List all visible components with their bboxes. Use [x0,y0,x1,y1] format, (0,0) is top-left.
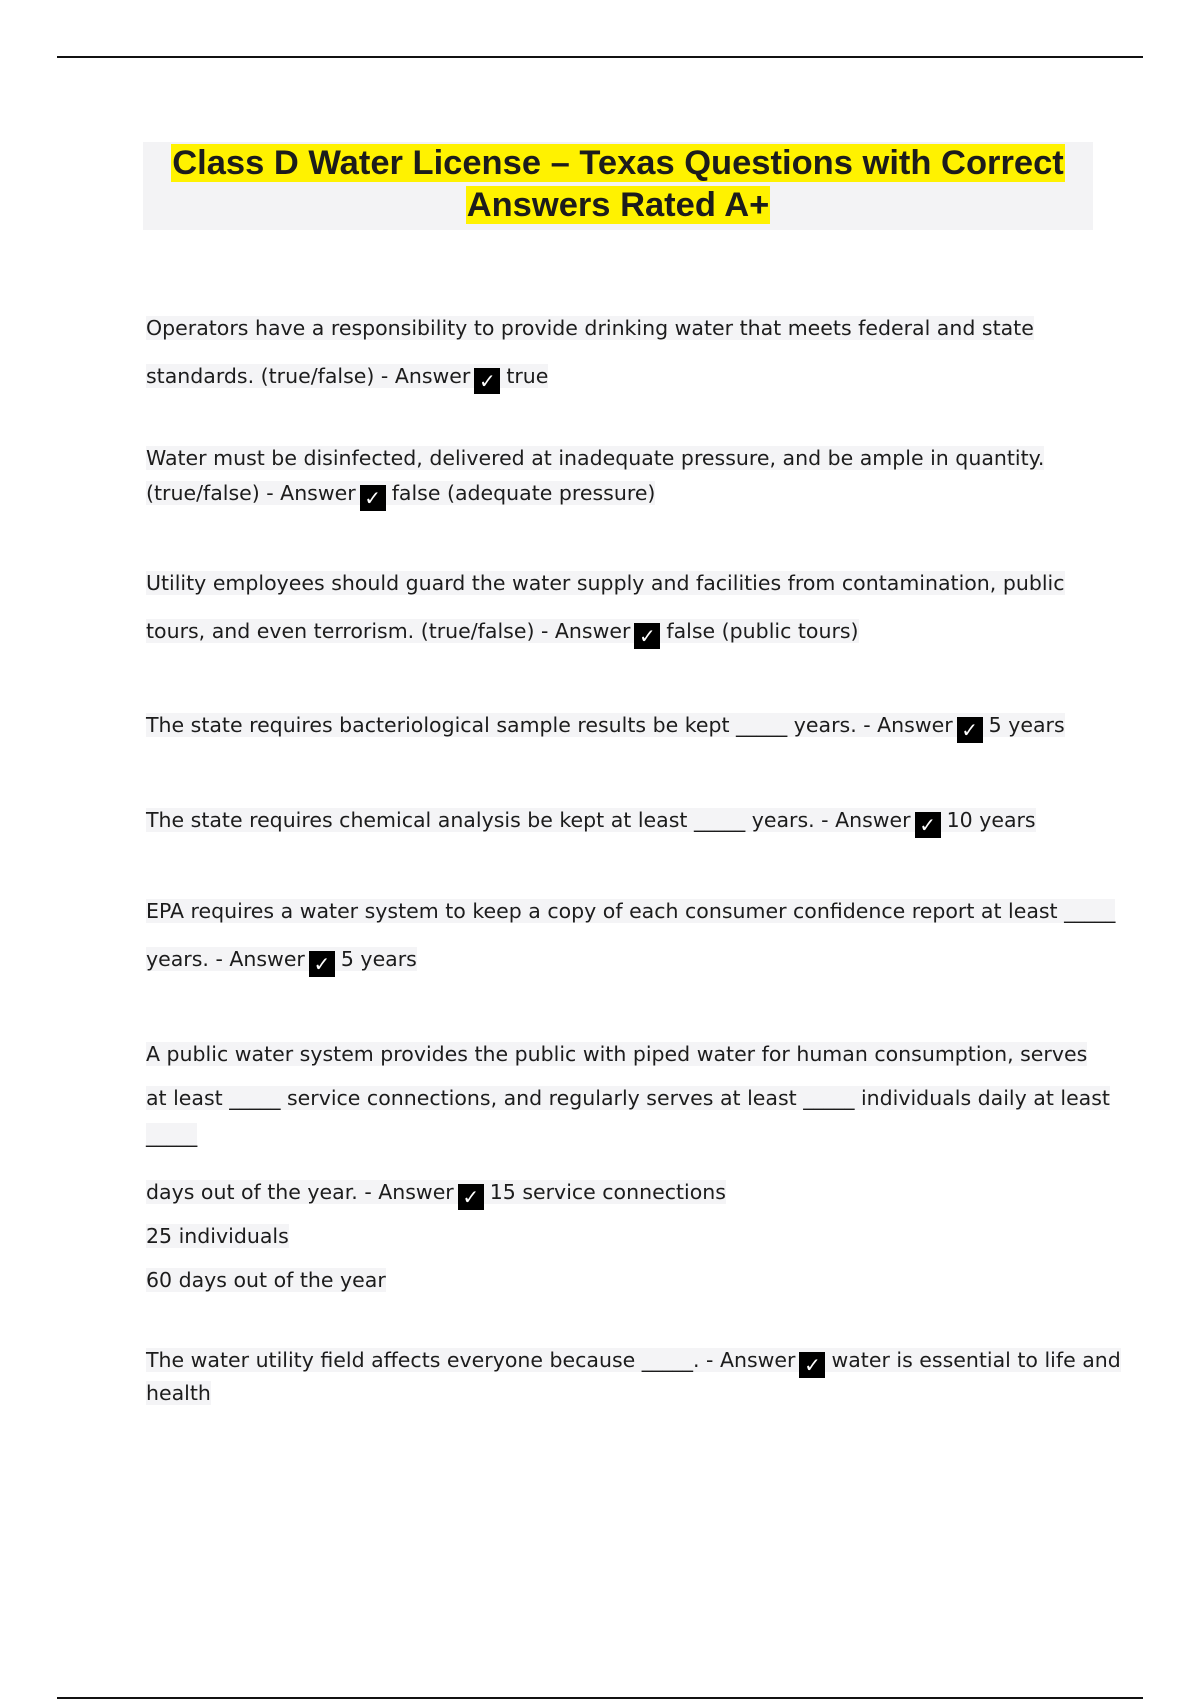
question-text: (true/false) - Answer [146,481,356,505]
question-text: _____ [146,1123,198,1147]
answer-text: water is essential to life and [831,1348,1121,1372]
answer-text: health [146,1381,211,1405]
qa-item-1 [146,304,1086,400]
answer-text: 5 years [340,947,417,971]
qa-item-5 [146,802,1086,838]
answer-text: false (adequate pressure) [391,481,656,505]
question-text: Operators have a responsibility to provide drinking water that meets federal and state [146,316,1034,340]
checkmark-icon: ✓ [915,812,941,838]
qa-item-2 [146,441,1086,511]
bottom-rule [57,1697,1143,1699]
question-text: years. - Answer [146,947,305,971]
question-text: The state requires bacteriological sample results be kept _____ years. - Answer [146,713,953,737]
question-text: The state requires chemical analysis be kept at least _____ years. - Answer [146,808,911,832]
title-line-2: Answers Rated A+ [466,186,770,224]
checkmark-icon: ✓ [360,485,386,511]
answer-text: 10 years [946,808,1036,832]
question-text: EPA requires a water system to keep a copy of each consumer confidence report at least _____ [146,899,1116,923]
answer-text: 15 service connections [489,1180,726,1204]
answer-text: false (public tours) [666,619,859,643]
top-rule [57,56,1143,58]
question-text: The water utility field affects everyone because _____. - Answer [146,1348,796,1372]
document-title [143,142,1093,230]
question-text: tours, and even terrorism. (true/false) - Answer [146,619,631,643]
checkmark-icon: ✓ [634,623,660,649]
answer-text: 5 years [988,713,1065,737]
checkmark-icon: ✓ [458,1184,484,1210]
answer-text: 25 individuals [146,1224,289,1248]
question-text: Water must be disinfected, delivered at inadequate pressure, and be ample in quantity. [146,446,1045,470]
checkmark-icon: ✓ [474,368,500,394]
answer-text: true [506,364,549,388]
checkmark-icon: ✓ [957,717,983,743]
qa-item-4 [146,707,1086,743]
qa-item-3 [146,559,1086,655]
title-line-1: Class D Water License – Texas Questions with Correct [172,144,1064,182]
question-text: A public water system provides the public with piped water for human consumption, serves [146,1042,1088,1066]
question-text: standards. (true/false) - Answer [146,364,471,388]
checkmark-icon: ✓ [309,951,335,977]
answer-text: 60 days out of the year [146,1268,386,1292]
question-text: at least _____ service connections, and regularly serves at least _____ individuals daily at least [146,1086,1110,1110]
qa-item-7 [146,1032,1110,1302]
question-text: Utility employees should guard the water supply and facilities from contamination, public [146,571,1065,595]
qa-item-6 [146,887,1116,983]
qa-item-8 [146,1345,1121,1409]
question-text: days out of the year. - Answer [146,1180,454,1204]
checkmark-icon: ✓ [799,1352,825,1378]
